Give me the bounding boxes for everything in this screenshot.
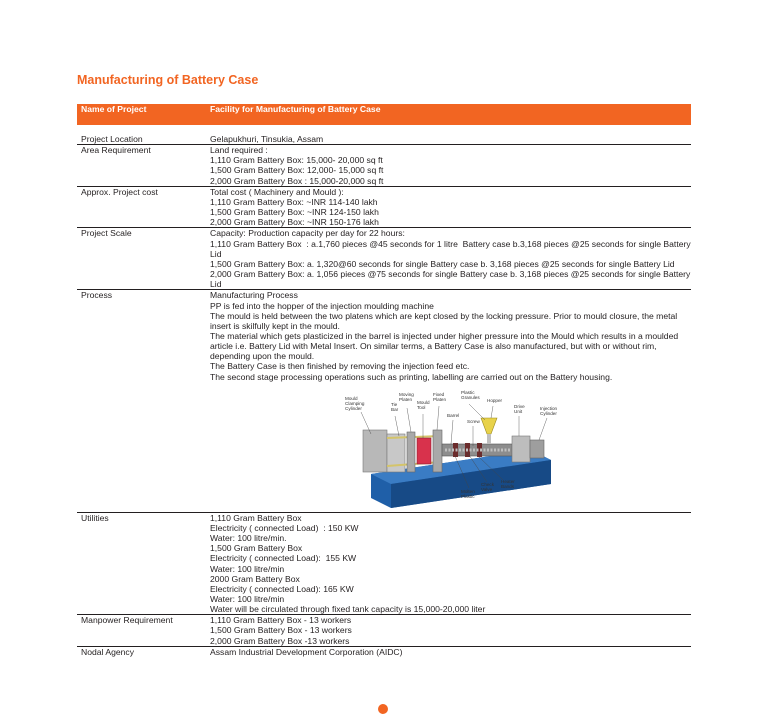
- value-line: 2,000 Gram Battery Box: ~INR 150-176 lakh: [210, 217, 379, 228]
- label-tie-bar: Tie: [391, 401, 398, 407]
- value-line: Electricity ( connected Load) : 150 KW: [210, 522, 359, 533]
- table-header: [77, 104, 691, 125]
- value-line: 1,110 Gram Battery Box: [210, 512, 302, 523]
- value-line: 1,500 Gram Battery Box: a. 1,320@60 seconds for single Battery case b. 3,168 pieces @25 seconds for single Battery Lid: [210, 258, 675, 269]
- svg-text:TieBar: Tie Bar: [391, 401, 399, 412]
- value-line: 1,110 Gram Battery Box: 15,000- 20,000 sq ft: [210, 155, 383, 166]
- row-value: [206, 145, 691, 187]
- label-drive-unit: Drive: [514, 403, 525, 409]
- row-label: Approx. Project cost: [77, 186, 206, 228]
- value-line: Gelapukhuri, Tinsukia, Assam: [210, 134, 324, 144]
- label-barrel: Barrel: [447, 412, 460, 418]
- value-line: 2000 Gram Battery Box: [210, 573, 300, 584]
- value-line: 2,000 Gram Battery Box: a. 1,056 pieces @75 seconds for single Battery case b. 3,168 pieces @25 seconds for single Battery Lid: [210, 269, 693, 290]
- row-value: [206, 512, 691, 615]
- row-label: Project Location: [77, 125, 206, 145]
- label-injection-cylinder: Injection: [540, 405, 558, 411]
- row-label: Utilities: [77, 512, 206, 615]
- label-moving-platen: Moving: [399, 391, 414, 397]
- page-marker-dot: [378, 704, 388, 714]
- value-line: The Battery Case is then finished by removing the injection feed etc.: [210, 361, 470, 372]
- value-line: Assam Industrial Development Corporation (AIDC): [210, 646, 403, 657]
- row-value: [206, 186, 691, 228]
- value-line: 1,110 Gram Battery Box - 13 workers: [210, 615, 352, 626]
- value-line: 2,000 Gram Battery Box : 15,000-20,000 sq ft: [210, 175, 384, 186]
- injection-moulding-machine-diagram: [341, 390, 571, 508]
- value-line: Capacity: Production capacity per day for 22 hours:: [210, 228, 405, 239]
- svg-text:HeaterBands: Heater Bands: [501, 478, 515, 489]
- row-manpower: [77, 615, 691, 646]
- value-line: Manufacturing Process: [210, 290, 298, 301]
- value-line: 2,000 Gram Battery Box -13 workers: [210, 635, 350, 646]
- svg-text:MoltenPlastic: Molten Plastic: [461, 488, 475, 499]
- value-line: PP is fed into the hopper of the injection moulding machine: [210, 300, 434, 311]
- value-line: Water: 100 litre/min: [210, 563, 285, 574]
- label-screw: Screw: [467, 418, 480, 424]
- value-line: 1,500 Gram Battery Box: ~INR 124-150 lakh: [210, 207, 379, 218]
- label-plastic-granules: Plastic: [461, 389, 475, 395]
- row-value: [206, 290, 691, 512]
- label-molten-plastic: Molten: [461, 488, 475, 494]
- label-hopper: Hopper: [487, 397, 503, 403]
- value-line: Water: 100 litre/min.: [210, 533, 287, 544]
- page-title: Manufacturing of Battery Case: [77, 73, 259, 87]
- value-line: Land required :: [210, 145, 268, 156]
- value-line: 1,110 Gram Battery Box : a.1,760 pieces @45 seconds for 1 litre Battery case b.3,168 pieces @25 seconds for single Battery Lid: [210, 238, 694, 259]
- row-project-scale: [77, 228, 691, 290]
- header-name-of-project: Name of Project: [77, 104, 206, 125]
- row-project-cost: [77, 186, 691, 228]
- svg-text:PlasticGranules: Plastic Granules: [461, 389, 480, 400]
- row-label: Project Scale: [77, 228, 206, 290]
- project-table: [77, 104, 694, 657]
- row-value: [206, 646, 691, 657]
- value-line: The material which gets plasticized in the barrel is injected under higher pressure into the Mould which results in a moulded article i.e. Battery Lid with Metal Insert. On similar terms, a Battery Case is also manufactured, but with or without rim, depending upon the mould.: [210, 330, 681, 362]
- value-line: 1,500 Gram Battery Box - 13 workers: [210, 625, 352, 636]
- row-area-requirement: [77, 145, 691, 187]
- value-line: The mould is held between the two platens which are kept closed by the locking pressure. Prior to mould closure, the metal insert is skilfully kept in the mould.: [210, 310, 680, 331]
- row-utilities: [77, 512, 691, 615]
- row-value: [206, 615, 691, 646]
- row-project-location: [77, 125, 691, 145]
- value-line: 1,500 Gram Battery Box: [210, 543, 303, 554]
- svg-text:InjectionCylinder: Injection Cylinder: [540, 405, 558, 416]
- value-line: The second stage processing operations such as printing, labelling are carried out on the Battery housing.: [210, 371, 613, 382]
- value-line: Electricity ( connected Load): 155 KW: [210, 553, 357, 564]
- row-label: Area Requirement: [77, 145, 206, 187]
- row-label: Process: [77, 290, 206, 512]
- svg-text:MovingPlaten: Moving Platen: [399, 391, 414, 402]
- svg-text:FixedPlaten: Fixed Platen: [433, 391, 447, 402]
- label-check-valve: Check: [481, 481, 495, 487]
- row-label: Nodal Agency: [81, 646, 135, 657]
- svg-text:MouldClampingCylinder: Mould Clamping Cylinder: [345, 395, 365, 411]
- value-line: Electricity ( connected Load): 165 KW: [210, 583, 354, 594]
- value-line: Water: 100 litre/min: [210, 594, 285, 604]
- machine-illustration: [341, 390, 571, 508]
- row-value: [206, 125, 691, 145]
- label-heater-bands: Heater: [501, 478, 515, 484]
- label-mould-tool: Mould: [417, 399, 430, 405]
- label-fixed-platen: Fixed: [433, 391, 445, 397]
- value-line: Total cost ( Machinery and Mould ):: [210, 186, 344, 197]
- header-project-name: Facility for Manufacturing of Battery Case: [206, 104, 691, 125]
- value-line: 1,110 Gram Battery Box: ~INR 114-140 lakh: [210, 196, 378, 207]
- value-line: Water will be circulated through fixed tank capacity is 15,000-20,000 liter: [210, 604, 486, 615]
- row-process: [77, 290, 691, 512]
- row-value: [206, 228, 694, 290]
- svg-text:MouldTool: Mould Tool: [417, 399, 430, 410]
- value-line: 1,500 Gram Battery Box: 12,000- 15,000 sq ft: [210, 165, 384, 176]
- svg-text:CheckValve: Check Valve: [481, 481, 495, 492]
- row-nodal-agency: [77, 646, 691, 657]
- label-mould-clamping-cylinder: Mould: [345, 395, 358, 401]
- row-label: Manpower Requirement: [77, 615, 206, 646]
- svg-text:DriveUnit: Drive Unit: [514, 403, 525, 414]
